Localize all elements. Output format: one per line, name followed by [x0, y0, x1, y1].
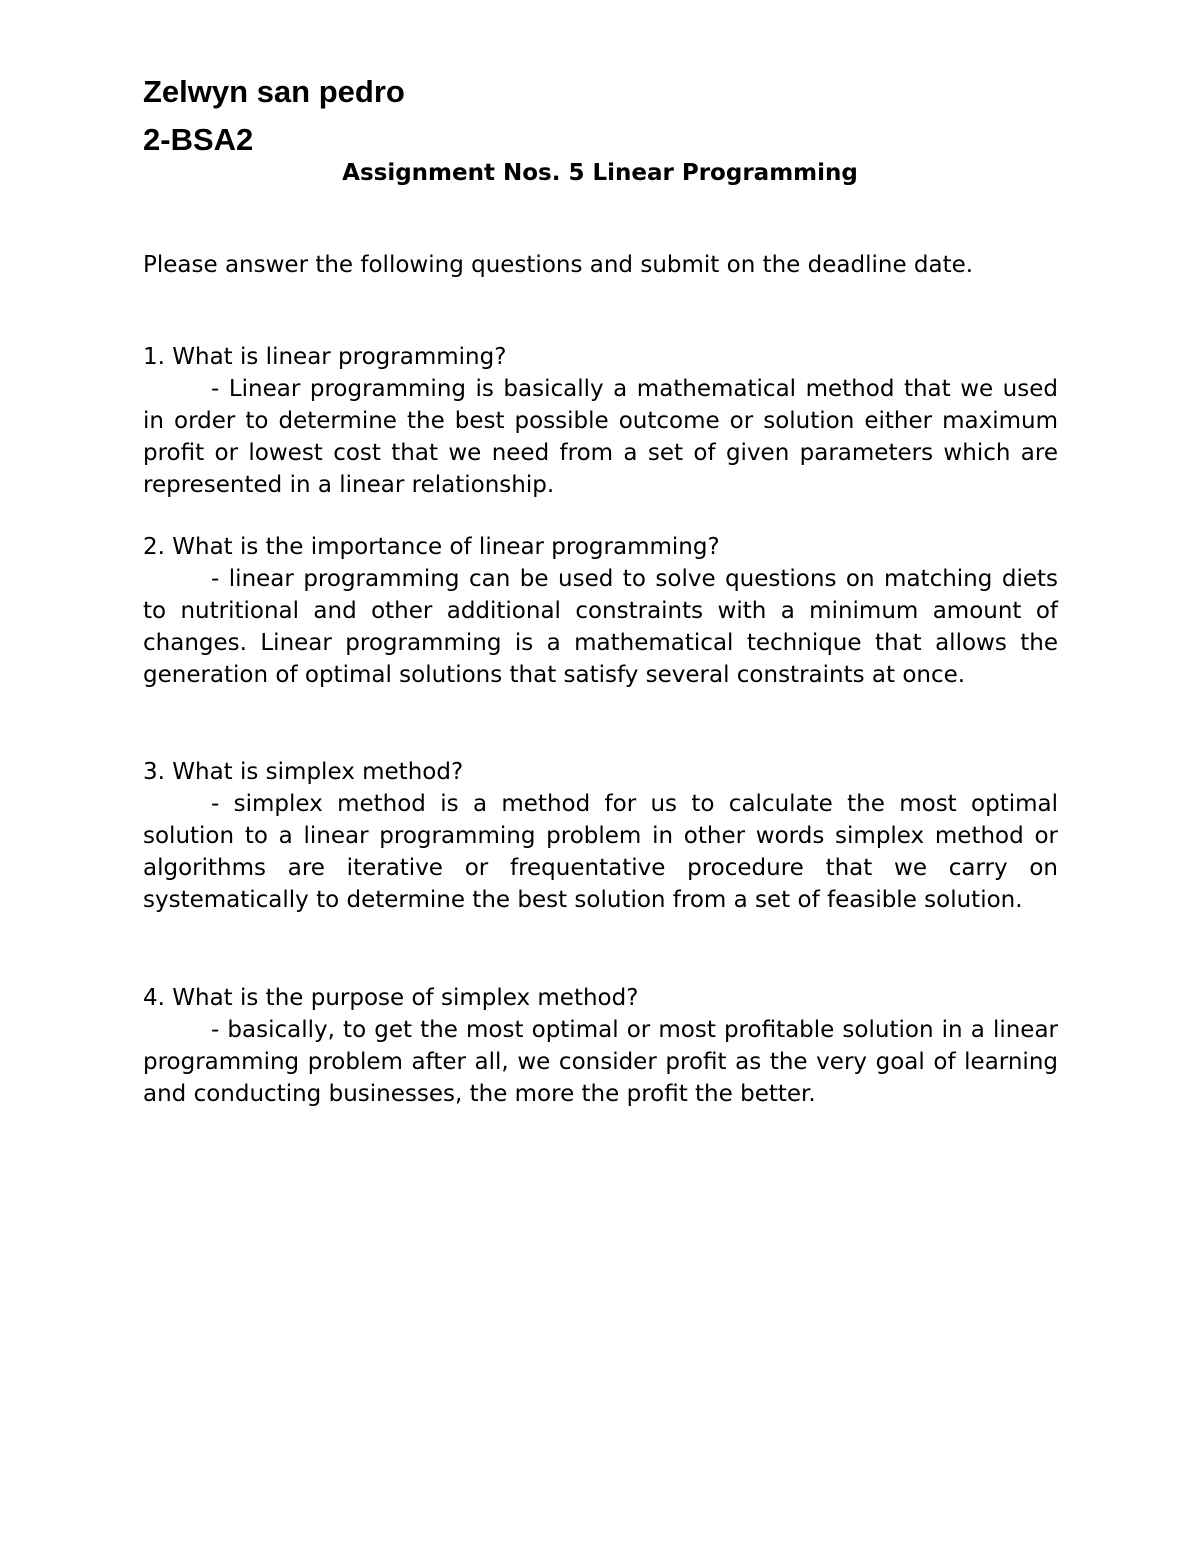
- question-text: 1. What is linear programming?: [143, 344, 507, 370]
- assignment-title: Assignment Nos. 5 Linear Programming: [342, 160, 858, 186]
- question-text: 3. What is simplex method?: [143, 759, 464, 785]
- answer-text: - basically, to get the most optimal or most profitable solution in a linear programming problem after all, we consider profit as the very goal of learning and conducting businesses, the more the profit the better.: [143, 1017, 1058, 1107]
- instructions: Please answer the following questions and submit on the deadline date.: [143, 252, 974, 278]
- question-block-2: [143, 531, 1058, 691]
- question-block-4: [143, 982, 1058, 1110]
- student-name: Zelwyn san pedro: [143, 74, 405, 109]
- question-text: 2. What is the importance of linear programming?: [143, 534, 720, 560]
- student-section: 2-BSA2: [143, 122, 254, 157]
- question-text: 4. What is the purpose of simplex method?: [143, 985, 639, 1011]
- answer-text: - simplex method is a method for us to calculate the most optimal solution to a linear programming problem in other words simplex method or algorithms are iterative or frequentative procedure that we carry on systematically to determine the best solution from a set of feasible solution.: [143, 791, 1058, 913]
- answer-text: - linear programming can be used to solve questions on matching diets to nutritional and other additional constraints with a minimum amount of changes. Linear programming is a mathematical technique that allows the generation of optimal solutions that satisfy several constraints at once.: [143, 566, 1058, 688]
- question-block-1: [143, 341, 1058, 501]
- question-block-3: [143, 756, 1058, 916]
- answer-text: - Linear programming is basically a mathematical method that we used in order to determine the best possible outcome or solution either maximum profit or lowest cost that we need from a set of given parameters which are represented in a linear relationship.: [143, 376, 1058, 498]
